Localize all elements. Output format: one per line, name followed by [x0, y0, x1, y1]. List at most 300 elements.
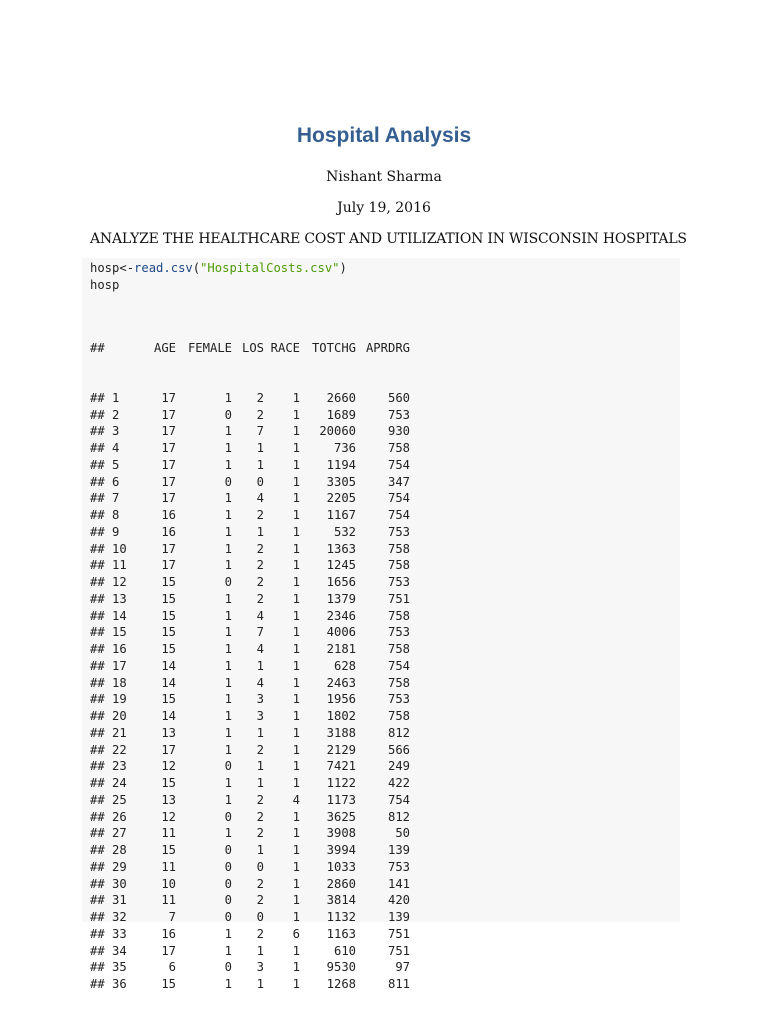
table-row	[90, 892, 410, 909]
table-cell: 1	[224, 658, 232, 673]
table-cell: 2860	[326, 876, 356, 891]
code-assign: <-	[119, 261, 135, 275]
table-cell: 758	[387, 642, 410, 656]
row-index: 14	[112, 608, 127, 623]
table-cell: 7421	[326, 759, 356, 774]
table-cell: 1	[224, 441, 232, 455]
table-cell: 1689	[326, 407, 356, 422]
table-cell: 16	[161, 508, 176, 522]
table-row	[90, 926, 410, 943]
table-cell: 1	[292, 876, 300, 891]
row-prefix: ##	[90, 960, 105, 975]
row-prefix: ##	[90, 625, 105, 640]
row-prefix: ##	[90, 792, 105, 807]
table-cell: 751	[387, 591, 410, 606]
table-cell: 2	[256, 893, 264, 908]
row-index: 3	[112, 424, 120, 439]
table-cell: 1	[292, 809, 300, 824]
row-index: 32	[112, 910, 127, 924]
table-cell: 1	[256, 441, 264, 455]
table-row	[90, 490, 410, 507]
row-index: 7	[112, 491, 120, 506]
table-cell: 1167	[326, 508, 356, 522]
table-cell: 1245	[326, 558, 356, 573]
row-index: 35	[112, 960, 127, 975]
table-cell: 812	[387, 725, 410, 740]
table-cell: 754	[387, 792, 410, 807]
table-cell: 560	[387, 390, 410, 405]
row-prefix: ##	[90, 608, 105, 623]
row-prefix: ##	[90, 407, 105, 422]
table-cell: 758	[387, 541, 410, 556]
table-row	[90, 407, 410, 424]
table-cell: 1	[224, 776, 232, 790]
table-row	[90, 608, 410, 625]
table-cell: 50	[395, 826, 410, 841]
row-index: 27	[112, 826, 127, 841]
table-cell: 17	[161, 541, 176, 556]
row-index: 24	[112, 776, 127, 790]
table-cell: 6	[168, 960, 176, 975]
row-index: 5	[112, 457, 120, 472]
table-cell: 0	[224, 843, 232, 857]
row-index: 25	[112, 792, 127, 807]
table-row	[90, 809, 410, 826]
table-cell: 1802	[326, 709, 356, 723]
table-cell: 3994	[326, 843, 356, 857]
table-cell: 1956	[326, 692, 356, 707]
table-cell: 1	[224, 943, 232, 958]
row-prefix: ##	[90, 441, 105, 455]
row-index: 10	[112, 541, 127, 556]
table-cell: 1	[292, 642, 300, 656]
table-row	[90, 708, 410, 725]
table-cell: 758	[387, 675, 410, 690]
table-row	[90, 574, 410, 591]
table-cell: 11	[161, 893, 176, 908]
row-prefix: ##	[90, 926, 105, 941]
table-cell: 1379	[326, 591, 356, 606]
row-index: 36	[112, 977, 127, 991]
table-cell: 1	[292, 441, 300, 455]
table-cell: 7	[168, 910, 176, 924]
table-row	[90, 842, 410, 859]
table-cell: 0	[224, 407, 232, 422]
table-cell: 1	[224, 977, 232, 991]
table-cell: 6	[292, 926, 300, 941]
row-index: 26	[112, 809, 127, 824]
row-prefix: ##	[90, 843, 105, 857]
table-row	[90, 976, 410, 993]
column-header: APRDRG	[365, 340, 410, 355]
table-cell: 1	[292, 893, 300, 908]
row-prefix: ##	[90, 390, 105, 405]
table-cell: 751	[387, 926, 410, 941]
table-cell: 10	[161, 876, 176, 891]
table-cell: 1163	[326, 926, 356, 941]
row-index: 9	[112, 524, 120, 539]
table-row	[90, 691, 410, 708]
code-line-2: hosp	[90, 277, 120, 292]
table-cell: 753	[387, 524, 410, 539]
table-row	[90, 675, 410, 692]
row-prefix: ##	[90, 457, 105, 472]
table-cell: 14	[161, 675, 176, 690]
table-cell: 758	[387, 441, 410, 455]
row-index: 33	[112, 926, 127, 941]
row-index: 29	[112, 859, 127, 874]
table-cell: 13	[161, 725, 176, 740]
table-cell: 2129	[326, 742, 356, 757]
code-string: "HospitalCosts.csv"	[200, 261, 340, 275]
table-cell: 1	[292, 658, 300, 673]
document-title: Hospital Analysis	[296, 124, 472, 147]
row-index: 17	[112, 658, 127, 673]
table-cell: 754	[387, 491, 410, 506]
row-prefix: ##	[90, 558, 105, 573]
table-cell: 2	[256, 407, 264, 422]
code-open-paren: (	[192, 261, 201, 275]
table-cell: 15	[161, 642, 176, 656]
table-cell: 1	[256, 759, 264, 774]
table-cell: 1	[292, 826, 300, 841]
table-cell: 1	[224, 675, 232, 690]
table-cell: 4	[292, 792, 300, 807]
row-prefix: ##	[90, 675, 105, 690]
table-cell: 1	[292, 457, 300, 472]
table-cell: 753	[387, 692, 410, 707]
document-date: July 19, 2016	[337, 200, 431, 216]
section-heading: ANALYZE THE HEALTHCARE COST AND UTILIZATION IN WISCONSIN HOSPITALS	[90, 231, 687, 247]
table-cell: 2	[256, 541, 264, 556]
table-cell: 1	[292, 491, 300, 506]
table-cell: 422	[387, 776, 410, 790]
table-header-row	[90, 340, 410, 357]
table-cell: 1	[224, 390, 232, 405]
table-cell: 758	[387, 709, 410, 723]
table-row	[90, 474, 410, 491]
table-cell: 1	[256, 457, 264, 472]
table-cell: 1	[224, 558, 232, 573]
row-index: 11	[112, 558, 127, 573]
row-prefix: ##	[90, 776, 105, 790]
row-index: 13	[112, 591, 127, 606]
table-cell: 17	[161, 474, 176, 489]
table-row	[90, 641, 410, 658]
row-index: 28	[112, 843, 127, 857]
table-row	[90, 758, 410, 775]
table-cell: 1	[256, 524, 264, 539]
table-cell: 15	[161, 977, 176, 991]
table-cell: 1	[256, 658, 264, 673]
row-index: 18	[112, 675, 127, 690]
table-cell: 0	[224, 876, 232, 891]
table-cell: 1	[256, 843, 264, 857]
table-cell: 2	[256, 742, 264, 757]
table-cell: 249	[387, 759, 410, 774]
table-cell: 15	[161, 575, 176, 589]
table-cell: 1	[224, 792, 232, 807]
table-cell: 1	[292, 725, 300, 740]
row-prefix: ##	[90, 474, 105, 489]
table-row	[90, 859, 410, 876]
table-row	[90, 909, 410, 926]
table-row	[90, 775, 410, 792]
table-cell: 1	[292, 675, 300, 690]
table-cell: 0	[224, 859, 232, 874]
table-cell: 1363	[326, 541, 356, 556]
table-cell: 1	[224, 608, 232, 623]
table-cell: 2	[256, 390, 264, 405]
table-cell: 17	[161, 491, 176, 506]
table-cell: 1	[224, 625, 232, 640]
table-cell: 20060	[319, 424, 356, 439]
table-cell: 15	[161, 625, 176, 640]
row-prefix: ##	[90, 591, 105, 606]
code-close-paren: )	[339, 261, 347, 275]
table-row	[90, 423, 410, 440]
row-index: 15	[112, 625, 127, 640]
table-row	[90, 825, 410, 842]
table-cell: 15	[161, 692, 176, 707]
table-cell: 0	[224, 474, 232, 489]
table-cell: 15	[161, 776, 176, 790]
table-cell: 4	[256, 675, 264, 690]
table-row	[90, 624, 410, 641]
table-cell: 141	[387, 876, 410, 891]
row-index: 31	[112, 893, 127, 908]
table-cell: 2	[256, 876, 264, 891]
table-cell: 9530	[326, 960, 356, 975]
table-cell: 754	[387, 457, 410, 472]
table-cell: 1	[224, 491, 232, 506]
table-cell: 1173	[326, 792, 356, 807]
table-cell: 97	[395, 960, 410, 975]
table-cell: 1	[224, 725, 232, 740]
table-cell: 17	[161, 407, 176, 422]
table-row	[90, 959, 410, 976]
table-cell: 1	[292, 390, 300, 405]
table-cell: 1	[292, 541, 300, 556]
table-cell: 1	[292, 742, 300, 757]
row-prefix: ##	[90, 575, 105, 589]
table-cell: 1	[292, 759, 300, 774]
table-row	[90, 457, 410, 474]
table-cell: 1	[292, 407, 300, 422]
row-prefix: ##	[90, 742, 105, 757]
table-cell: 930	[387, 424, 410, 439]
row-prefix: ##	[90, 642, 105, 656]
column-header: AGE	[153, 340, 176, 355]
row-prefix: ##	[90, 893, 105, 908]
table-cell: 3188	[326, 725, 356, 740]
table-cell: 566	[387, 742, 410, 757]
table-cell: 14	[161, 709, 176, 723]
code-block	[82, 258, 680, 991]
table-cell: 1	[292, 859, 300, 874]
table-cell: 4	[256, 608, 264, 623]
table-cell: 1	[292, 943, 300, 958]
table-cell: 12	[161, 809, 176, 824]
table-cell: 2	[256, 792, 264, 807]
row-prefix: ##	[90, 859, 105, 874]
table-cell: 13	[161, 792, 176, 807]
table-cell: 2660	[326, 390, 356, 405]
table-cell: 1	[292, 977, 300, 991]
row-prefix: ##	[90, 709, 105, 723]
row-index: 1	[112, 390, 120, 405]
table-cell: 2	[256, 809, 264, 824]
table-cell: 2463	[326, 675, 356, 690]
table-cell: 1	[256, 776, 264, 790]
row-prefix: ##	[90, 491, 105, 506]
table-row	[90, 557, 410, 574]
table-cell: 1	[256, 725, 264, 740]
table-cell: 0	[256, 910, 264, 924]
table-cell: 12	[161, 759, 176, 774]
table-cell: 1	[292, 424, 300, 439]
table-cell: 754	[387, 658, 410, 673]
code-variable: hosp	[90, 261, 120, 275]
row-index: 34	[112, 943, 127, 958]
table-cell: 1	[292, 508, 300, 522]
code-function: read.csv	[134, 261, 193, 275]
table-row	[90, 658, 410, 675]
column-header: FEMALE	[187, 340, 232, 355]
table-cell: 3	[256, 709, 264, 723]
table-cell: 1	[224, 742, 232, 757]
table-cell: 1	[256, 943, 264, 958]
table-cell: 15	[161, 591, 176, 606]
table-cell: 758	[387, 608, 410, 623]
table-row	[90, 876, 410, 893]
table-cell: 1	[292, 625, 300, 640]
table-cell: 15	[161, 843, 176, 857]
row-prefix: ##	[90, 876, 105, 891]
row-index: 8	[112, 508, 120, 522]
table-cell: 1	[224, 508, 232, 522]
table-cell: 2	[256, 591, 264, 606]
table-cell: 0	[224, 759, 232, 774]
table-cell: 1194	[326, 457, 356, 472]
table-row	[90, 943, 410, 960]
table-cell: 1	[256, 977, 264, 991]
table-cell: 736	[333, 441, 356, 455]
table-cell: 753	[387, 625, 410, 640]
table-cell: 11	[161, 826, 176, 841]
table-cell: 3305	[326, 474, 356, 489]
table-cell: 1	[224, 826, 232, 841]
row-prefix: ##	[90, 692, 105, 707]
table-cell: 2	[256, 575, 264, 589]
table-cell: 1	[224, 926, 232, 941]
table-cell: 1	[292, 558, 300, 573]
row-index: 23	[112, 759, 127, 774]
table-cell: 17	[161, 742, 176, 757]
table-cell: 1	[224, 457, 232, 472]
code-input	[90, 260, 347, 294]
table-cell: 139	[387, 843, 410, 857]
table-row	[90, 541, 410, 558]
table-cell: 628	[333, 658, 356, 673]
table-cell: 1	[224, 591, 232, 606]
table-cell: 17	[161, 441, 176, 455]
row-prefix: ##	[90, 508, 105, 522]
table-prefix: ##	[90, 340, 105, 355]
row-index: 4	[112, 441, 120, 455]
table-cell: 1	[292, 591, 300, 606]
table-cell: 2346	[326, 608, 356, 623]
table-row	[90, 524, 410, 541]
row-prefix: ##	[90, 826, 105, 841]
table-cell: 1	[292, 608, 300, 623]
table-cell: 139	[387, 910, 410, 924]
row-index: 2	[112, 407, 120, 422]
table-cell: 16	[161, 524, 176, 539]
table-cell: 1	[292, 474, 300, 489]
table-cell: 1	[292, 910, 300, 924]
table-row	[90, 390, 410, 407]
table-cell: 1	[224, 642, 232, 656]
table-row	[90, 725, 410, 742]
table-cell: 753	[387, 575, 410, 589]
table-cell: 1	[292, 776, 300, 790]
table-cell: 4	[256, 642, 264, 656]
row-index: 19	[112, 692, 127, 707]
table-cell: 2	[256, 558, 264, 573]
table-row	[90, 507, 410, 524]
table-cell: 1	[292, 692, 300, 707]
table-cell: 1	[292, 524, 300, 539]
row-prefix: ##	[90, 943, 105, 958]
table-cell: 420	[387, 893, 410, 908]
table-cell: 2	[256, 926, 264, 941]
table-cell: 2	[256, 826, 264, 841]
table-row	[90, 792, 410, 809]
table-cell: 610	[333, 943, 356, 958]
table-cell: 3	[256, 692, 264, 707]
table-cell: 2205	[326, 491, 356, 506]
table-cell: 14	[161, 658, 176, 673]
table-body	[90, 390, 410, 993]
row-prefix: ##	[90, 910, 105, 924]
table-cell: 532	[333, 524, 356, 539]
row-index: 21	[112, 725, 127, 740]
table-cell: 812	[387, 809, 410, 824]
row-index: 6	[112, 474, 120, 489]
table-cell: 1	[292, 960, 300, 975]
table-row	[90, 742, 410, 759]
table-cell: 1033	[326, 859, 356, 874]
column-header: LOS	[241, 340, 264, 355]
table-cell: 1	[292, 709, 300, 723]
table-cell: 1	[292, 575, 300, 589]
table-row	[90, 591, 410, 608]
table-cell: 753	[387, 859, 410, 874]
row-prefix: ##	[90, 524, 105, 539]
table-cell: 17	[161, 457, 176, 472]
row-prefix: ##	[90, 658, 105, 673]
table-cell: 754	[387, 508, 410, 522]
table-cell: 3814	[326, 893, 356, 908]
table-cell: 0	[224, 575, 232, 589]
row-prefix: ##	[90, 759, 105, 774]
document-author: Nishant Sharma	[326, 169, 442, 185]
column-header: TOTCHG	[311, 340, 356, 355]
row-prefix: ##	[90, 725, 105, 740]
row-prefix: ##	[90, 541, 105, 556]
table-cell: 17	[161, 390, 176, 405]
